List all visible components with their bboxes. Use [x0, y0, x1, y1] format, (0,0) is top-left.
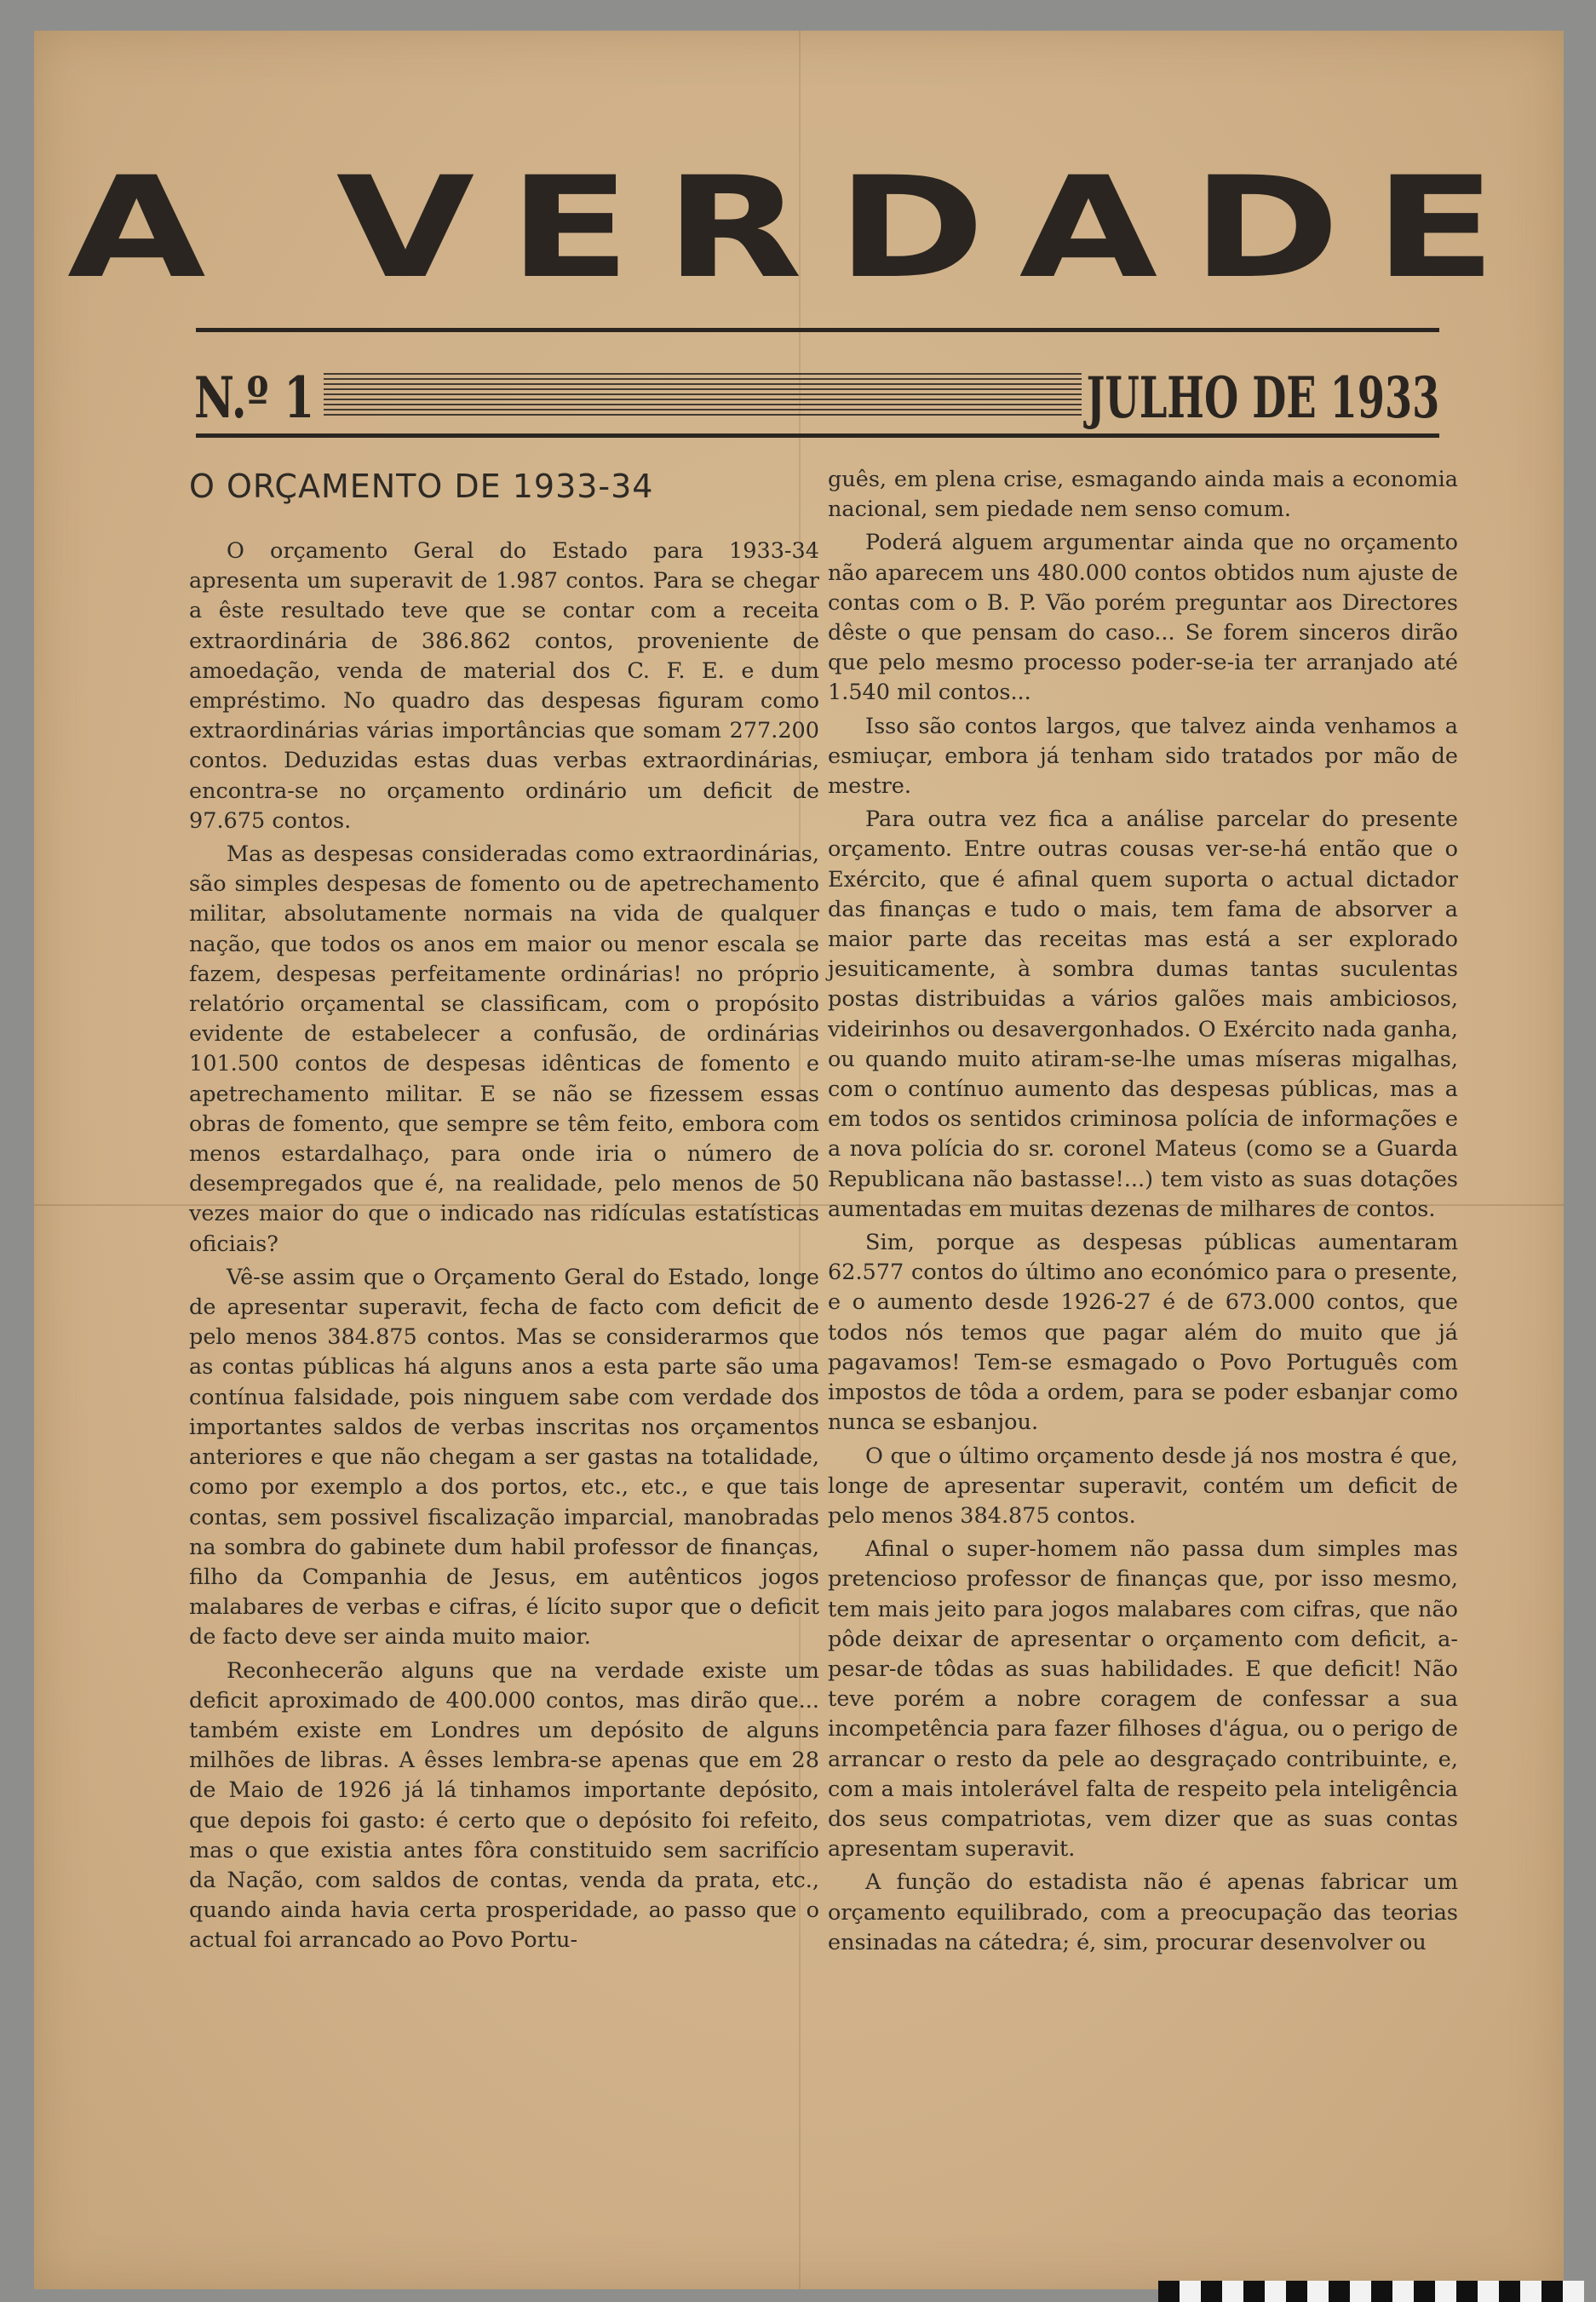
article-column-right — [828, 465, 1458, 1961]
article-paragraph: Para outra vez fica a análise parcelar do presente orçamento. Entre outras cousas ver-se-há então que o Exército, que é afinal quem suporta o actual dictador das finanças e tudo o mais, tem fama de absorver a maior parte das receitas mas está a ser explorado jesuiticamente, à sombra dumas tantas suculentas postas distribuidas a vários galões mais ambiciosos, videirinhos ou desavergonhados. O Exército nada ganha, ou quando muito atiram-se-lhe umas míseras migalhas, com o contínuo aumento das despesas públicas, mas a em todos os sentidos criminosa polícia de informações e a nova polícia do sr. coronel Mateus (como se a Guarda Republicana não bastasse!...) tem visto as suas dotações aumentadas em muitas dezenas de milhares de contos. — [828, 807, 1458, 1222]
article-paragraph: O que o último orçamento desde já nos mostra é que, longe de apresentar superavit, contém um deficit de pelo menos 384.875 contos. — [828, 1443, 1458, 1529]
newspaper-page — [34, 31, 1564, 2289]
article-column-left — [189, 465, 819, 1960]
article-paragraph: A função do estadista não é apenas fabricar um orçamento equilibrado, com a preocupação das teorias ensinadas na cátedra; é, sim, procurar desenvolver ou — [828, 1869, 1458, 1955]
masthead-rule-top — [196, 328, 1439, 332]
masthead-hatch-ornament — [324, 373, 1082, 416]
article-paragraph: Isso são contos largos, que talvez ainda venhamos a esmiuçar, embora já tenham sido tratados por mão de mestre. — [828, 713, 1458, 800]
scan-scale-bar — [1158, 2281, 1584, 2302]
masthead-title: A VERDADE — [67, 146, 1530, 310]
issue-number: N.º 1 — [194, 365, 315, 431]
article-headline: O ORÇAMENTO DE 1933-34 — [189, 468, 654, 505]
article-paragraph: Reconhecerão alguns que na verdade existe um deficit aproximado de 400.000 contos, mas dirão que... também existe em Londres um depósito de alguns milhões de libras. A êsses lembra-se apenas que em 28 de Maio de 1926 já lá tinhamos importante depósito, que depois foi gasto: é certo que o depósito foi refeito, mas o que existia antes fôra constituido sem sacrifício da Nação, com saldos de contas, venda da prata, etc., quando ainda havia certa prosperidade, ao passo que o actual foi arrancado ao Povo Portu- — [189, 1657, 819, 1954]
article-paragraph: Afinal o super-homem não passa dum simples mas pretencioso professor de finanças que, por isso mesmo, tem mais jeito para jogos malabares com cifras, que não pôde deixar de apresentar o orçamento com deficit, a-pesar-de tôdas as suas habilidades. E que deficit! Não teve porém a nobre coragem de confessar a sua incompetência para fazer filhoses d'água, ou o perigo de arrancar o resto da pele ao desgraçado contribuinte, e, com a mais intolerável falta de respeito pela inteligência dos seus compatriotas, vem dizer que as suas contas apresentam superavit. — [828, 1536, 1458, 1863]
article-paragraph: Sim, porque as despesas públicas aumentaram 62.577 contos do último ano económico para o presente, e o aumento desde 1926-27 é de 673.000 contos, que todos nós temos que pagar além do muito que já pagavamos! Tem-se esmagado o Povo Português com impostos de tôda a ordem, para se poder esbanjar como nunca se esbanjou. — [828, 1230, 1458, 1436]
masthead-rule-bottom — [196, 433, 1439, 438]
article-paragraph: Poderá alguem argumentar ainda que no orçamento não aparecem uns 480.000 contos obtidos num ajuste de contas com o B. P. Vão porém preguntar aos Directores dêste o que pensam do caso... Se forem sinceros dirão que pelo mesmo processo poder-se-ia ter arranjado até 1.540 mil contos... — [828, 530, 1458, 706]
article-paragraph: Mas as despesas consideradas como extraordinárias, são simples despesas de fomento ou de apetrechamento militar, absolutamente normais na vida de qualquer nação, que todos os anos em maior ou menor escala se fazem, despesas perfeitamente ordinárias! no próprio relatório orçamental se classificam, com o propósito evidente de estabelecer a confusão, de ordinárias 101.500 contos de despesas idênticas de fomento e apetrechamento militar. E se não se fizessem essas obras de fomento, que sempre se têm feito, embora com menos estardalhaço, para onde iria o número de desempregados que é, na realidade, pelo menos de 50 vezes maior do que o indicado nas ridículas estatísticas oficiais? — [189, 841, 819, 1257]
article-paragraph: O orçamento Geral do Estado para 1933-34 apresenta um superavit de 1.987 contos. Para se chegar a êste resultado teve que se contar com a receita extraordinária de 386.862 contos, proveniente de amoedação, venda de material dos C. F. E. e dum empréstimo. No quadro das despesas figuram como extraordinárias várias importâncias que somam 277.200 contos. Deduzidas estas duas verbas extraordinárias, encontra-se no orçamento ordinário um deficit de 97.675 contos. — [189, 538, 819, 834]
article-paragraph: Vê-se assim que o Orçamento Geral do Estado, longe de apresentar superavit, fecha de facto com deficit de pelo menos 384.875 contos. Mas se considerarmos que as contas públicas há alguns anos a esta parte são uma contínua falsidade, pois ninguem sabe com verdade dos importantes saldos de verbas inscritas nos orçamentos anteriores e que não chegam a ser gastas na totalidade, como por exemplo a dos portos, etc., etc., e que tais contas, sem possivel fiscalização imparcial, manobradas na sombra do gabinete dum habil professor de finanças, filho da Companhia de Jesus, em autênticos jogos malabares de verbas e cifras, é lícito supor que o deficit de facto deve ser ainda muito maior. — [189, 1264, 819, 1650]
issue-date: JULHO DE 1933 — [1086, 365, 1439, 431]
article-paragraph: guês, em plena crise, esmagando ainda mais a economia nacional, sem piedade nem senso comum. — [828, 467, 1458, 523]
